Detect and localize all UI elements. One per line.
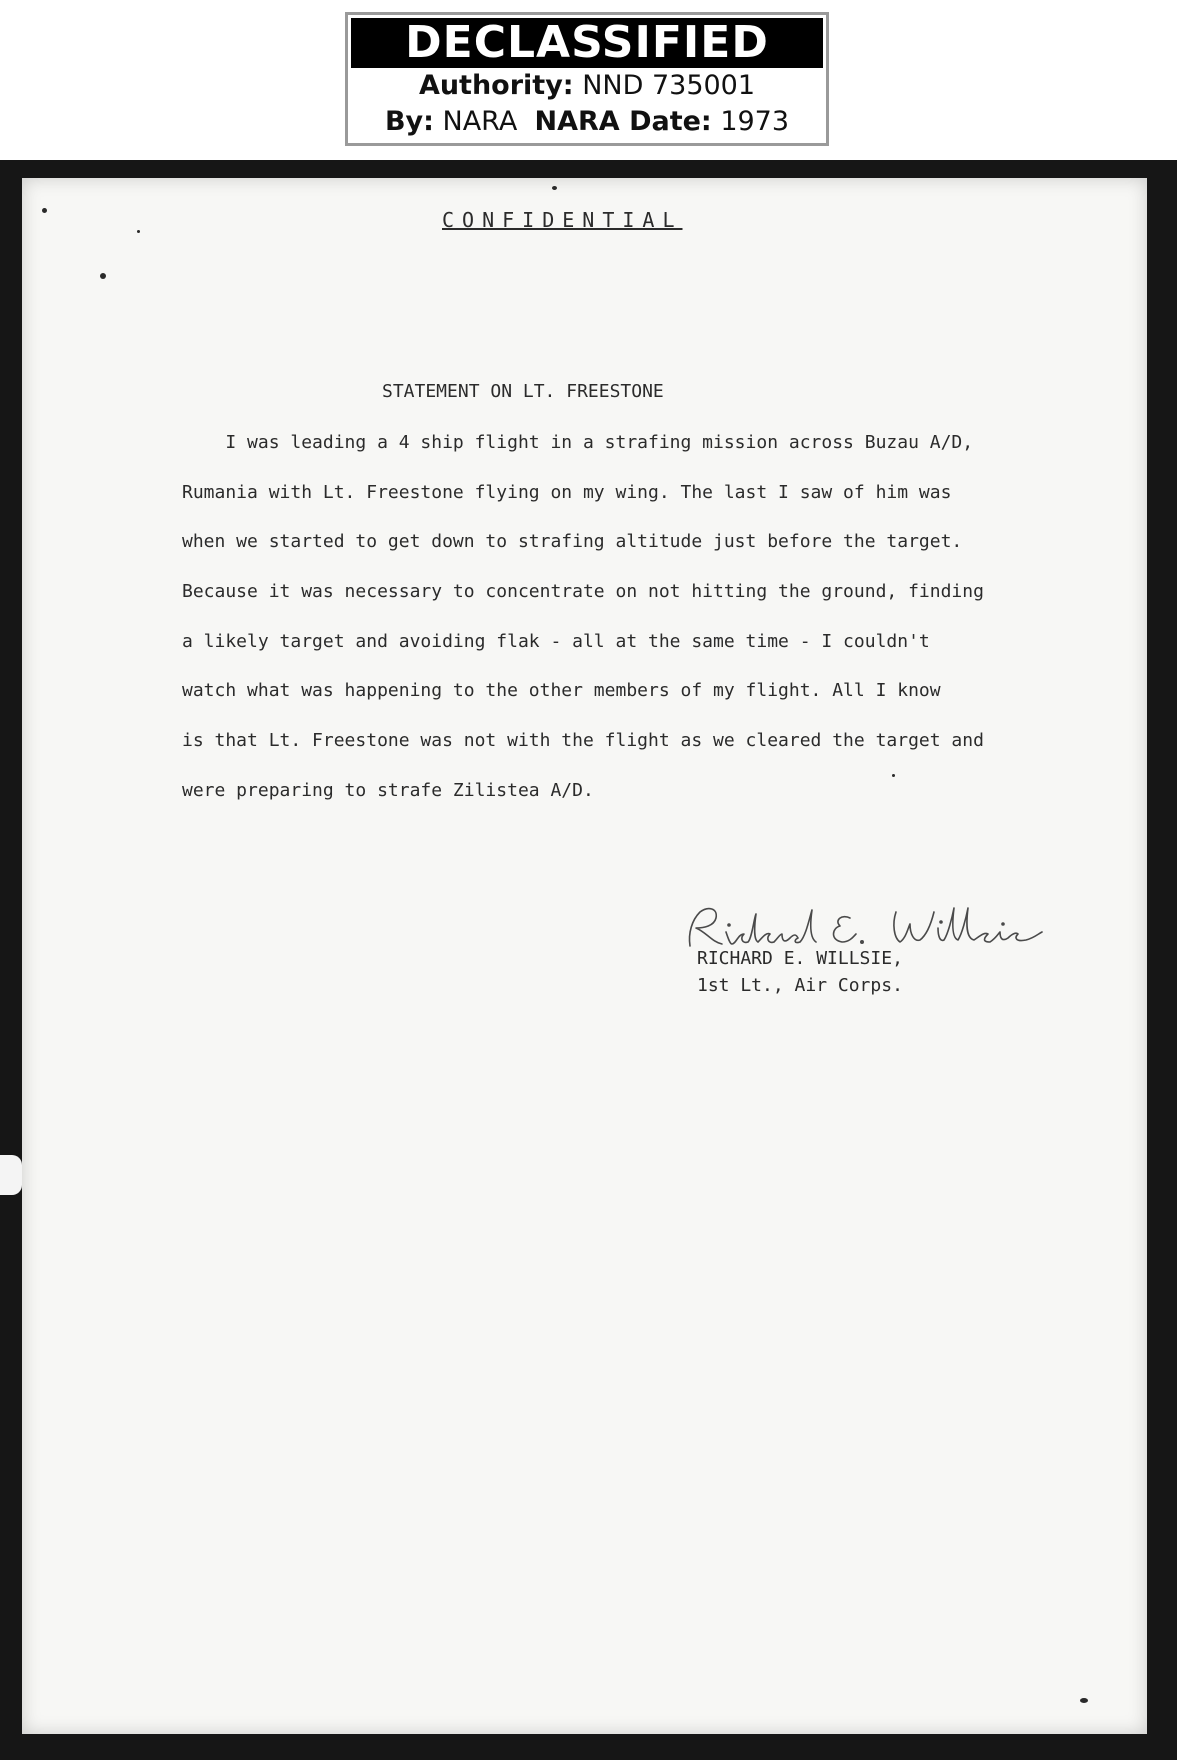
- statement-body: [182, 430, 1062, 828]
- page-edge-notch: [0, 1155, 22, 1195]
- stamp-date-label: NARA Date:: [534, 106, 712, 137]
- body-line: watch what was happening to the other members of my flight. All I know: [182, 680, 941, 702]
- stamp-authority-line: [348, 68, 826, 104]
- declassified-stamp: [345, 12, 829, 146]
- stamp-by-line: [348, 104, 826, 140]
- body-line: Rumania with Lt. Freestone flying on my wing. The last I saw of him was: [182, 481, 952, 503]
- stamp-heading: DECLASSIFIED: [351, 18, 823, 68]
- classification-heading: CONFIDENTIAL: [442, 208, 683, 232]
- body-line: is that Lt. Freestone was not with the flight as we cleared the target and: [182, 730, 984, 752]
- signatory-name: RICHARD E. WILLSIE,: [697, 948, 903, 969]
- body-line: were preparing to strafe Zilistea A/D.: [182, 779, 594, 801]
- body-line: a likely target and avoiding flak - all at the same time - I couldn't: [182, 630, 930, 652]
- signatory-rank: 1st Lt., Air Corps.: [697, 975, 903, 996]
- stamp-authority-label: Authority:: [418, 70, 574, 101]
- scan-speck: [137, 230, 140, 233]
- body-line: I was leading a 4 ship flight in a strafing mission across Buzau A/D,: [182, 432, 974, 453]
- stamp-by-label: By:: [384, 106, 434, 137]
- stamp-by-value: NARA: [442, 106, 518, 137]
- stamp-authority-value: NND 735001: [582, 70, 756, 101]
- body-line: when we started to get down to strafing altitude just before the target.: [182, 531, 963, 553]
- scan-speck: [552, 186, 557, 190]
- document-title: STATEMENT ON LT. FREESTONE: [382, 381, 664, 402]
- scan-speck: [42, 208, 47, 213]
- scan-speck: [1080, 1698, 1088, 1703]
- document-paper: [22, 178, 1147, 1734]
- body-line: Because it was necessary to concentrate on not hitting the ground, finding: [182, 581, 984, 603]
- scanned-page-frame: [0, 160, 1177, 1760]
- stamp-date-value: 1973: [720, 106, 790, 137]
- scan-speck: [100, 273, 106, 279]
